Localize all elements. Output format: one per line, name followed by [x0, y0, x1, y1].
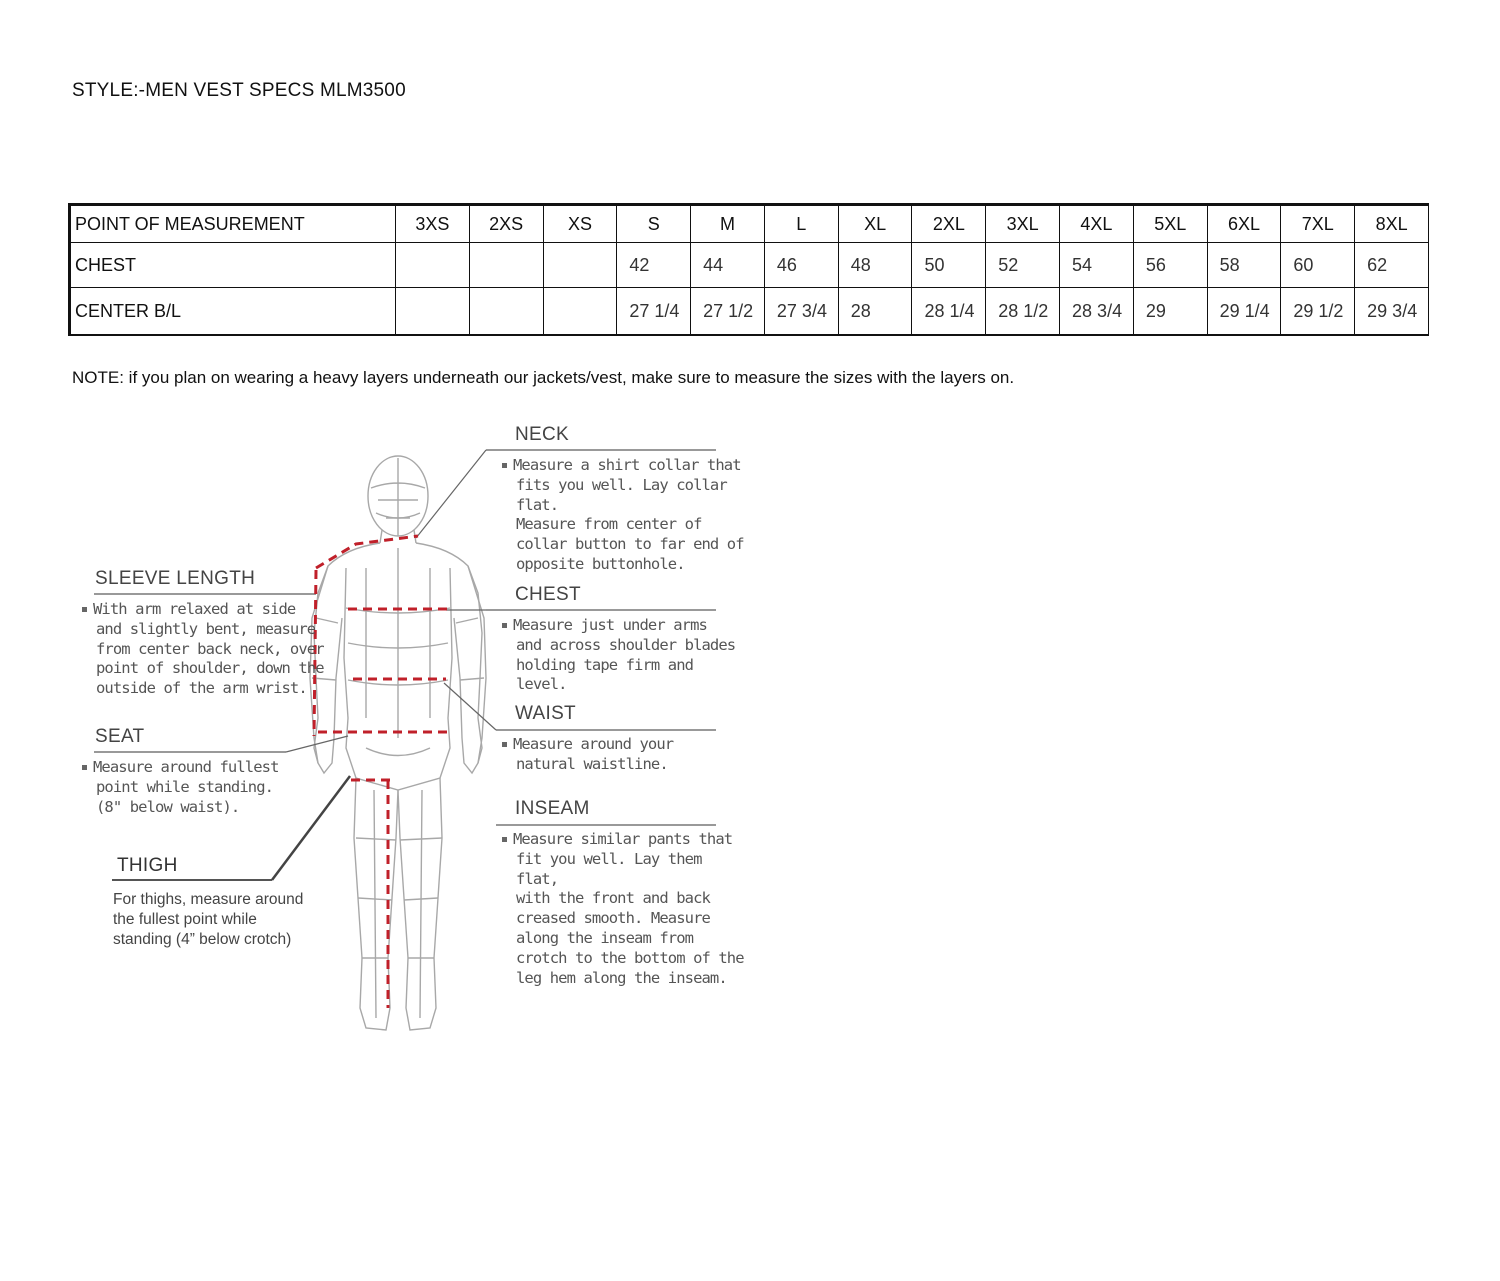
inseam-line: crotch to the bottom of the	[516, 948, 744, 967]
header-cell: POINT OF MEASUREMENT	[70, 205, 396, 243]
table-row	[70, 288, 1429, 336]
table-cell: 44	[691, 243, 765, 288]
neck-line: Measure from center of	[516, 515, 702, 534]
inseam-line: with the front and back	[516, 889, 710, 908]
bullet-icon	[502, 742, 507, 747]
sleeve-line: point of shoulder, down the	[96, 659, 324, 678]
bullet-icon	[82, 765, 87, 770]
page-title: STYLE:-MEN VEST SPECS MLM3500	[72, 80, 406, 101]
chest-line: and across shoulder blades	[516, 635, 736, 654]
table-cell: 60	[1281, 243, 1355, 288]
thigh-heading: THIGH	[117, 855, 178, 876]
table-cell: 50	[912, 243, 986, 288]
table-cell: 46	[764, 243, 838, 288]
seat-heading: SEAT	[95, 726, 145, 747]
table-cell	[396, 243, 470, 288]
inseam-line: along the inseam from	[516, 928, 694, 947]
table-cell: 58	[1207, 243, 1281, 288]
inseam-line: fit you well. Lay them flat,	[516, 849, 702, 888]
sleeve-heading: SLEEVE LENGTH	[95, 568, 256, 589]
inseam-heading: INSEAM	[515, 798, 590, 819]
table-cell: 27 3/4	[764, 288, 838, 336]
inseam-line: leg hem along the inseam.	[516, 968, 727, 987]
table-cell: 42	[617, 243, 691, 288]
bullet-icon	[502, 463, 507, 468]
header-cell: 6XL	[1207, 205, 1281, 243]
header-cell: 3XS	[396, 205, 470, 243]
bullet-icon	[82, 607, 87, 612]
header-cell: 4XL	[1060, 205, 1134, 243]
seat-description	[82, 758, 279, 817]
sleeve-line: from center back neck, over	[96, 639, 324, 658]
sleeve-line: and slightly bent, measure	[96, 619, 316, 638]
waist-heading: WAIST	[515, 703, 576, 724]
thigh-line: standing (4” below crotch)	[113, 931, 292, 948]
table-cell: 29 1/4	[1207, 288, 1281, 336]
table-cell	[396, 288, 470, 336]
inseam-description	[502, 830, 746, 988]
thigh-line: the fullest point while	[113, 911, 257, 928]
header-cell: 7XL	[1281, 205, 1355, 243]
chest-line: Measure just under arms	[513, 616, 707, 634]
seat-line: point while standing.	[96, 777, 274, 796]
waist-line: Measure around your	[513, 735, 674, 753]
table-cell: 28 1/4	[912, 288, 986, 336]
bullet-icon	[502, 623, 507, 628]
sleeve-description	[82, 600, 324, 699]
chest-heading: CHEST	[515, 584, 581, 605]
sleeve-line: With arm relaxed at side	[93, 600, 296, 618]
header-cell: 8XL	[1355, 205, 1429, 243]
table-cell: 28 1/2	[986, 288, 1060, 336]
header-cell: M	[691, 205, 765, 243]
seat-line: (8" below waist).	[96, 797, 240, 816]
sleeve-line: outside of the arm wrist.	[96, 679, 307, 698]
table-cell: 29 3/4	[1355, 288, 1429, 336]
table-cell: 29	[1133, 288, 1207, 336]
table-cell: 56	[1133, 243, 1207, 288]
header-cell: XS	[543, 205, 617, 243]
body-outline	[310, 456, 486, 1030]
header-cell: 3XL	[986, 205, 1060, 243]
neck-heading: NECK	[515, 424, 569, 445]
table-cell: 54	[1060, 243, 1134, 288]
table-cell: 27 1/2	[691, 288, 765, 336]
neck-line: fits you well. Lay collar flat.	[516, 475, 727, 514]
bullet-icon	[502, 837, 507, 842]
table-row	[70, 243, 1429, 288]
waist-line: natural waistline.	[516, 754, 668, 773]
seat-line: Measure around fullest	[93, 758, 279, 776]
table-cell: 27 1/4	[617, 288, 691, 336]
header-cell: XL	[838, 205, 912, 243]
thigh-description	[113, 890, 303, 950]
table-cell: 29 1/2	[1281, 288, 1355, 336]
header-cell: 2XS	[469, 205, 543, 243]
chest-line: holding tape firm and level.	[516, 655, 694, 694]
table-cell: 62	[1355, 243, 1429, 288]
header-cell: 2XL	[912, 205, 986, 243]
table-cell	[469, 288, 543, 336]
header-cell: S	[617, 205, 691, 243]
table-cell: 28	[838, 288, 912, 336]
table-cell	[469, 243, 543, 288]
neck-line: collar button to far end of	[516, 535, 744, 554]
chest-description	[502, 616, 746, 695]
table-cell: 52	[986, 243, 1060, 288]
row-label: CENTER B/L	[70, 288, 396, 336]
layering-note: NOTE: if you plan on wearing a heavy layers underneath our jackets/vest, make sure to measure the sizes with the layers on.	[72, 368, 1015, 387]
table-header-row	[70, 205, 1429, 243]
neck-description	[502, 456, 746, 575]
header-cell: L	[764, 205, 838, 243]
measurement-guide	[66, 418, 746, 1036]
size-spec-table	[68, 203, 1429, 336]
header-cell: 5XL	[1133, 205, 1207, 243]
table-cell: 28 3/4	[1060, 288, 1134, 336]
waist-description	[502, 735, 673, 775]
neck-line: Measure a shirt collar that	[513, 456, 741, 474]
row-label: CHEST	[70, 243, 396, 288]
inseam-line: creased smooth. Measure	[516, 909, 710, 928]
thigh-line: For thighs, measure around	[113, 891, 304, 908]
table-cell	[543, 288, 617, 336]
inseam-line: Measure similar pants that	[513, 830, 733, 848]
table-cell: 48	[838, 243, 912, 288]
neck-line: opposite buttonhole.	[516, 554, 685, 573]
table-cell	[543, 243, 617, 288]
